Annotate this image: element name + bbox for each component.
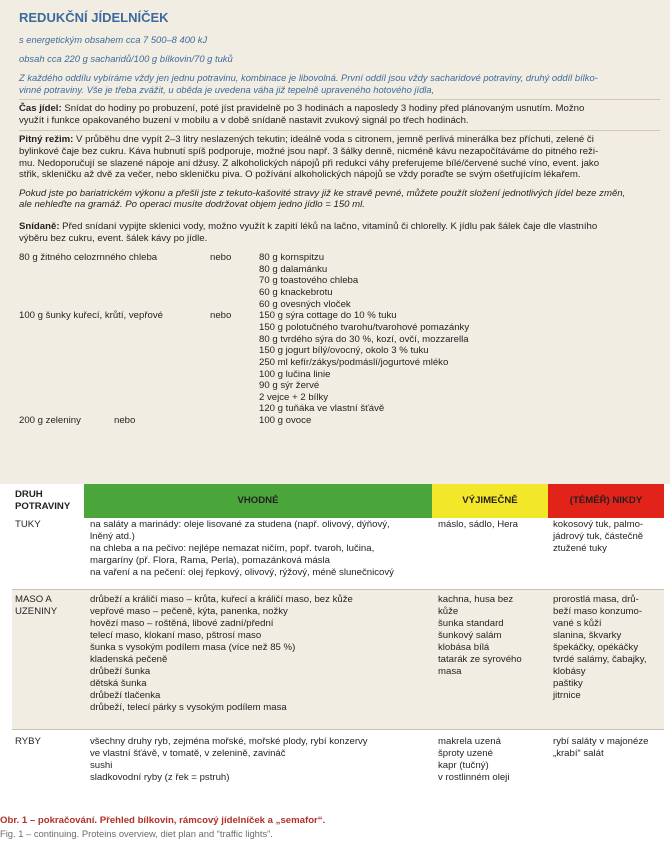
exceptionally-line: kachna, husa bez: [438, 594, 514, 605]
food-option-b: 2 vejce + 2 bílky: [259, 391, 329, 403]
breakfast-text: Před snídaní vypijte sklenici vody, možno využít k zapití léků na lačno, vitamínů či chlorelly. K jídlu pak šálek čaje dle vlastního: [59, 220, 598, 232]
never-line: špekáčky, opékáčky: [553, 642, 639, 653]
never-line: tvrdé salámy, čabajky,: [553, 654, 647, 665]
suitable-cell: [90, 736, 428, 784]
row-category: [15, 736, 83, 748]
suitable-line: dětská šunka: [90, 678, 147, 689]
never-line: klobásy: [553, 666, 586, 677]
panel-subtitle-energy: s energetickým obsahem cca 7 500–8 400 kJ: [19, 34, 208, 45]
caption-czech: Obr. 1 – pokračování. Přehled bílkovin, rámcový jídelníček a „semafor“.: [0, 815, 326, 826]
suitable-line: všechny druhy ryb, zejména mořské, mořské plody, rybí konzervy: [90, 736, 368, 747]
never-line: jitrnice: [553, 690, 581, 701]
food-option-b: 100 g ovoce: [259, 415, 312, 427]
exceptionally-line: šproty uzené: [438, 748, 493, 759]
row-category-line: MASO A: [15, 594, 52, 605]
row-category-line: TUKY: [15, 519, 41, 530]
exceptionally-line: klobása bílá: [438, 642, 490, 653]
food-row: [19, 275, 660, 287]
never-line: beží maso konzumo-: [553, 606, 643, 617]
suitable-line: drůbeží tlačenka: [90, 690, 161, 701]
food-option-b: 80 g dalamánku: [259, 263, 328, 275]
food-row: [19, 264, 660, 276]
exceptionally-cell: [438, 594, 544, 678]
food-row: [19, 287, 660, 299]
food-option-b: 150 g polotučného tvarohu/tvarohové pomazánky: [259, 321, 470, 333]
breakfast-text: výběru bez cukru, event. šálek kávy po jídle.: [19, 232, 208, 244]
drinking-text: střik, skleničku až dvě za večer, nebo skleničku piva. O požívání alkoholických nápojů se vždy poraďte se svým ošetřujícím lékařem.: [19, 169, 581, 181]
bariatric-line: ale nehleďte na gramáž. Po operaci musíte dodržovat objem jedno jídlo = 150 ml.: [19, 199, 365, 211]
food-option-b: 80 g tvrdého sýra do 30 %, kozí, ovčí, mozzarella: [259, 333, 469, 345]
suitable-line: drůbeží šunka: [90, 666, 151, 677]
exceptionally-cell: [438, 736, 544, 784]
row-category: [15, 519, 83, 531]
food-option-b: 250 ml kefír/zákys/podmáslí/jogurtové mléko: [259, 356, 449, 368]
row-category: [15, 594, 83, 618]
food-row: [19, 299, 660, 311]
header-food-type-line: POTRAVINY: [15, 501, 71, 512]
never-line: „krabí“ salát: [553, 748, 604, 759]
food-row: [19, 403, 660, 415]
food-row: [19, 357, 660, 369]
food-option-b: 150 g jogurt bílý/ovocný, okolo 3 % tuku: [259, 345, 429, 357]
never-cell: [553, 736, 663, 760]
breakfast-food-list: [19, 252, 660, 427]
suitable-cell: [90, 594, 428, 714]
food-or: nebo: [114, 415, 136, 427]
suitable-line: vepřové maso – pečeně, kýta, panenka, nožky: [90, 606, 288, 617]
never-line: prorostlá masa, drů-: [553, 594, 639, 605]
exceptionally-line: makrela uzená: [438, 736, 501, 747]
breakfast-label: Snídaně:: [19, 220, 60, 232]
drinking-text: bylinkové čaje bez cukru. Káva hubnutí spíš podporuje, možné jsou např. 3 šálky denně, nicméně kávu nezapočítáváme do pitného reži-: [19, 145, 599, 157]
food-option-b: 60 g ovesných vloček: [259, 298, 351, 310]
food-option-a: 100 g šunky kuřecí, krůtí, vepřové: [19, 310, 163, 322]
meal-times-label: Čas jídel:: [19, 103, 62, 115]
food-row: [19, 415, 660, 427]
suitable-line: kladenská pečeně: [90, 654, 168, 665]
exceptionally-line: šunkový salám: [438, 630, 502, 641]
suitable-line: margaríny (př. Flora, Rama, Perla), pomazánková másla: [90, 555, 330, 566]
suitable-line: drůbeží a králičí maso – krůta, kuřecí a králičí maso, bez kůže: [90, 594, 353, 605]
never-line: ztužené tuky: [553, 543, 607, 554]
suitable-line: drůbeží, telecí párky s vysokým podílem masa: [90, 702, 287, 713]
panel-title: REDUKČNÍ JÍDELNÍČEK: [19, 10, 169, 25]
table-row-fish: [12, 729, 664, 803]
suitable-line: na vaření a na pečení: olej řepkový, olivový, rýžový, méně slunečnicový: [90, 567, 394, 578]
exceptionally-line: kůže: [438, 606, 459, 617]
suitable-line: sladkovodní ryby (z řek = pstruh): [90, 772, 230, 783]
header-food-type: [12, 484, 84, 518]
food-row: [19, 369, 660, 381]
drinking-text: V průběhu dne vypít 2–3 litry neslazených tekutin; ideálně voda s citronem, jemně perlivá minerálka bez příchuti, zelené či: [73, 134, 594, 146]
header-food-type-line: DRUH: [15, 489, 43, 500]
breakfast-paragraph: [19, 221, 660, 244]
never-cell: [553, 519, 663, 555]
divider: [19, 99, 660, 100]
suitable-line: ve vlastní šťávě, v tomatě, v zelenině, zavináč: [90, 748, 286, 759]
never-line: slanina, škvarky: [553, 630, 622, 641]
intro-note: [19, 72, 660, 95]
intro-line: vinné potraviny. Vše je třeba zvážit, u oběda je uvedena váha již tepelně upraveného hotového jídla,: [19, 83, 435, 95]
exceptionally-line: máslo, sádlo, Hera: [438, 519, 518, 530]
table-row-meat: [12, 589, 664, 729]
food-option-b: 100 g lučina linie: [259, 368, 331, 380]
drinking-paragraph: [19, 134, 660, 180]
header-exceptionally: VÝJIMEČNĚ: [432, 484, 548, 518]
food-row: [19, 392, 660, 404]
header-never: (TÉMĚŘ) NIKDY: [548, 484, 664, 518]
header-suitable: VHODNÉ: [84, 484, 432, 518]
food-row: [19, 310, 660, 322]
caption-english: Fig. 1 – continuing. Proteins overview, diet plan and “traffic lights”.: [0, 828, 273, 839]
suitable-line: šunka s vysokým podílem masa (více než 85 %): [90, 642, 296, 653]
meal-times-text: využít i funkce opakovaného buzení v mobilu a v době snídaně nastavit zvukový signál po třech hodinách.: [19, 114, 469, 126]
never-line: kokosový tuk, palmo-: [553, 519, 644, 530]
food-or: nebo: [210, 252, 232, 264]
drinking-text: mu. Nedoporučují se slazené nápoje ani džusy. Z alkoholických nápojů při redukci váhy preferujeme bílé/červené suché víno, event. jako: [19, 157, 600, 169]
exceptionally-line: šunka standard: [438, 618, 504, 629]
suitable-line: lněný atd.): [90, 531, 135, 542]
food-option-b: 70 g toastového chleba: [259, 275, 359, 287]
exceptionally-line: v rostlinném oleji: [438, 772, 510, 783]
bariatric-note: [19, 188, 660, 211]
divider: [19, 130, 660, 131]
exceptionally-line: kapr (tučný): [438, 760, 489, 771]
never-line: rybí saláty v majonéze: [553, 736, 649, 747]
exceptionally-cell: [438, 519, 544, 531]
food-row: [19, 345, 660, 357]
row-category-line: UZENINY: [15, 606, 58, 617]
never-line: vané s kůží: [553, 618, 602, 629]
food-option-a: 80 g žitného celozrnného chleba: [19, 252, 158, 264]
drinking-label: Pitný režim:: [19, 134, 74, 146]
intro-line: Z každého oddílu vybíráme vždy jen jednu potravinu, kombinace je libovolná. První oddíl jsou vždy sacharidové potraviny, druhý oddíl bílko-: [19, 72, 598, 83]
table-row-fats: [12, 518, 664, 589]
table-header: [12, 484, 664, 518]
food-option-b: 90 g sýr žervé: [259, 380, 320, 392]
row-category-line: RYBY: [15, 736, 41, 747]
food-row: [19, 252, 660, 264]
food-row: [19, 334, 660, 346]
food-or: nebo: [210, 310, 232, 322]
suitable-line: telecí maso, klokaní maso, pštrosí maso: [90, 630, 262, 641]
food-option-b: 80 g kornspitzu: [259, 252, 325, 264]
suitable-line: sushi: [90, 760, 113, 771]
figure-caption: [0, 814, 670, 840]
never-line: jádrový tuk, částečně: [553, 531, 644, 542]
never-cell: [553, 594, 663, 702]
suitable-line: na chleba a na pečivo: nejlépe nemazat ničím, popř. tvaroh, lučina,: [90, 543, 375, 554]
food-option-b: 120 g tuňáka ve vlastní šťávě: [259, 403, 385, 415]
food-row: [19, 380, 660, 392]
panel-subtitle-macros: obsah cca 220 g sacharidů/100 g bílkovin/70 g tuků: [19, 53, 233, 64]
never-line: paštiky: [553, 678, 583, 689]
food-option-b: 60 g knackebrotu: [259, 287, 333, 299]
traffic-light-table: [12, 484, 664, 783]
food-option-a: 200 g zeleniny: [19, 415, 81, 427]
exceptionally-line: tatarák ze syrového: [438, 654, 522, 665]
meal-times-paragraph: [19, 103, 660, 126]
food-option-b: 150 g sýra cottage do 10 % tuku: [259, 310, 397, 322]
exceptionally-line: masa: [438, 666, 462, 677]
suitable-cell: [90, 519, 428, 579]
bariatric-line: Pokud jste po bariatrickém výkonu a přešli jste z tekuto-kašovité stravy již ke stravě pevné, můžete použít složení jednotlivých jídel beze změn,: [19, 187, 626, 199]
meal-times-text: Snídat do hodiny po probuzení, poté jíst pravidelně po 3 hodinách a naposledy 3 hodiny před plánovaným usnutím. Možno: [61, 103, 585, 115]
suitable-line: hovězí maso – roštěná, libové zadní/přední: [90, 618, 274, 629]
food-row: [19, 322, 660, 334]
suitable-line: na saláty a marinády: oleje lisované za studena (např. olivový, dýňový,: [90, 519, 390, 530]
